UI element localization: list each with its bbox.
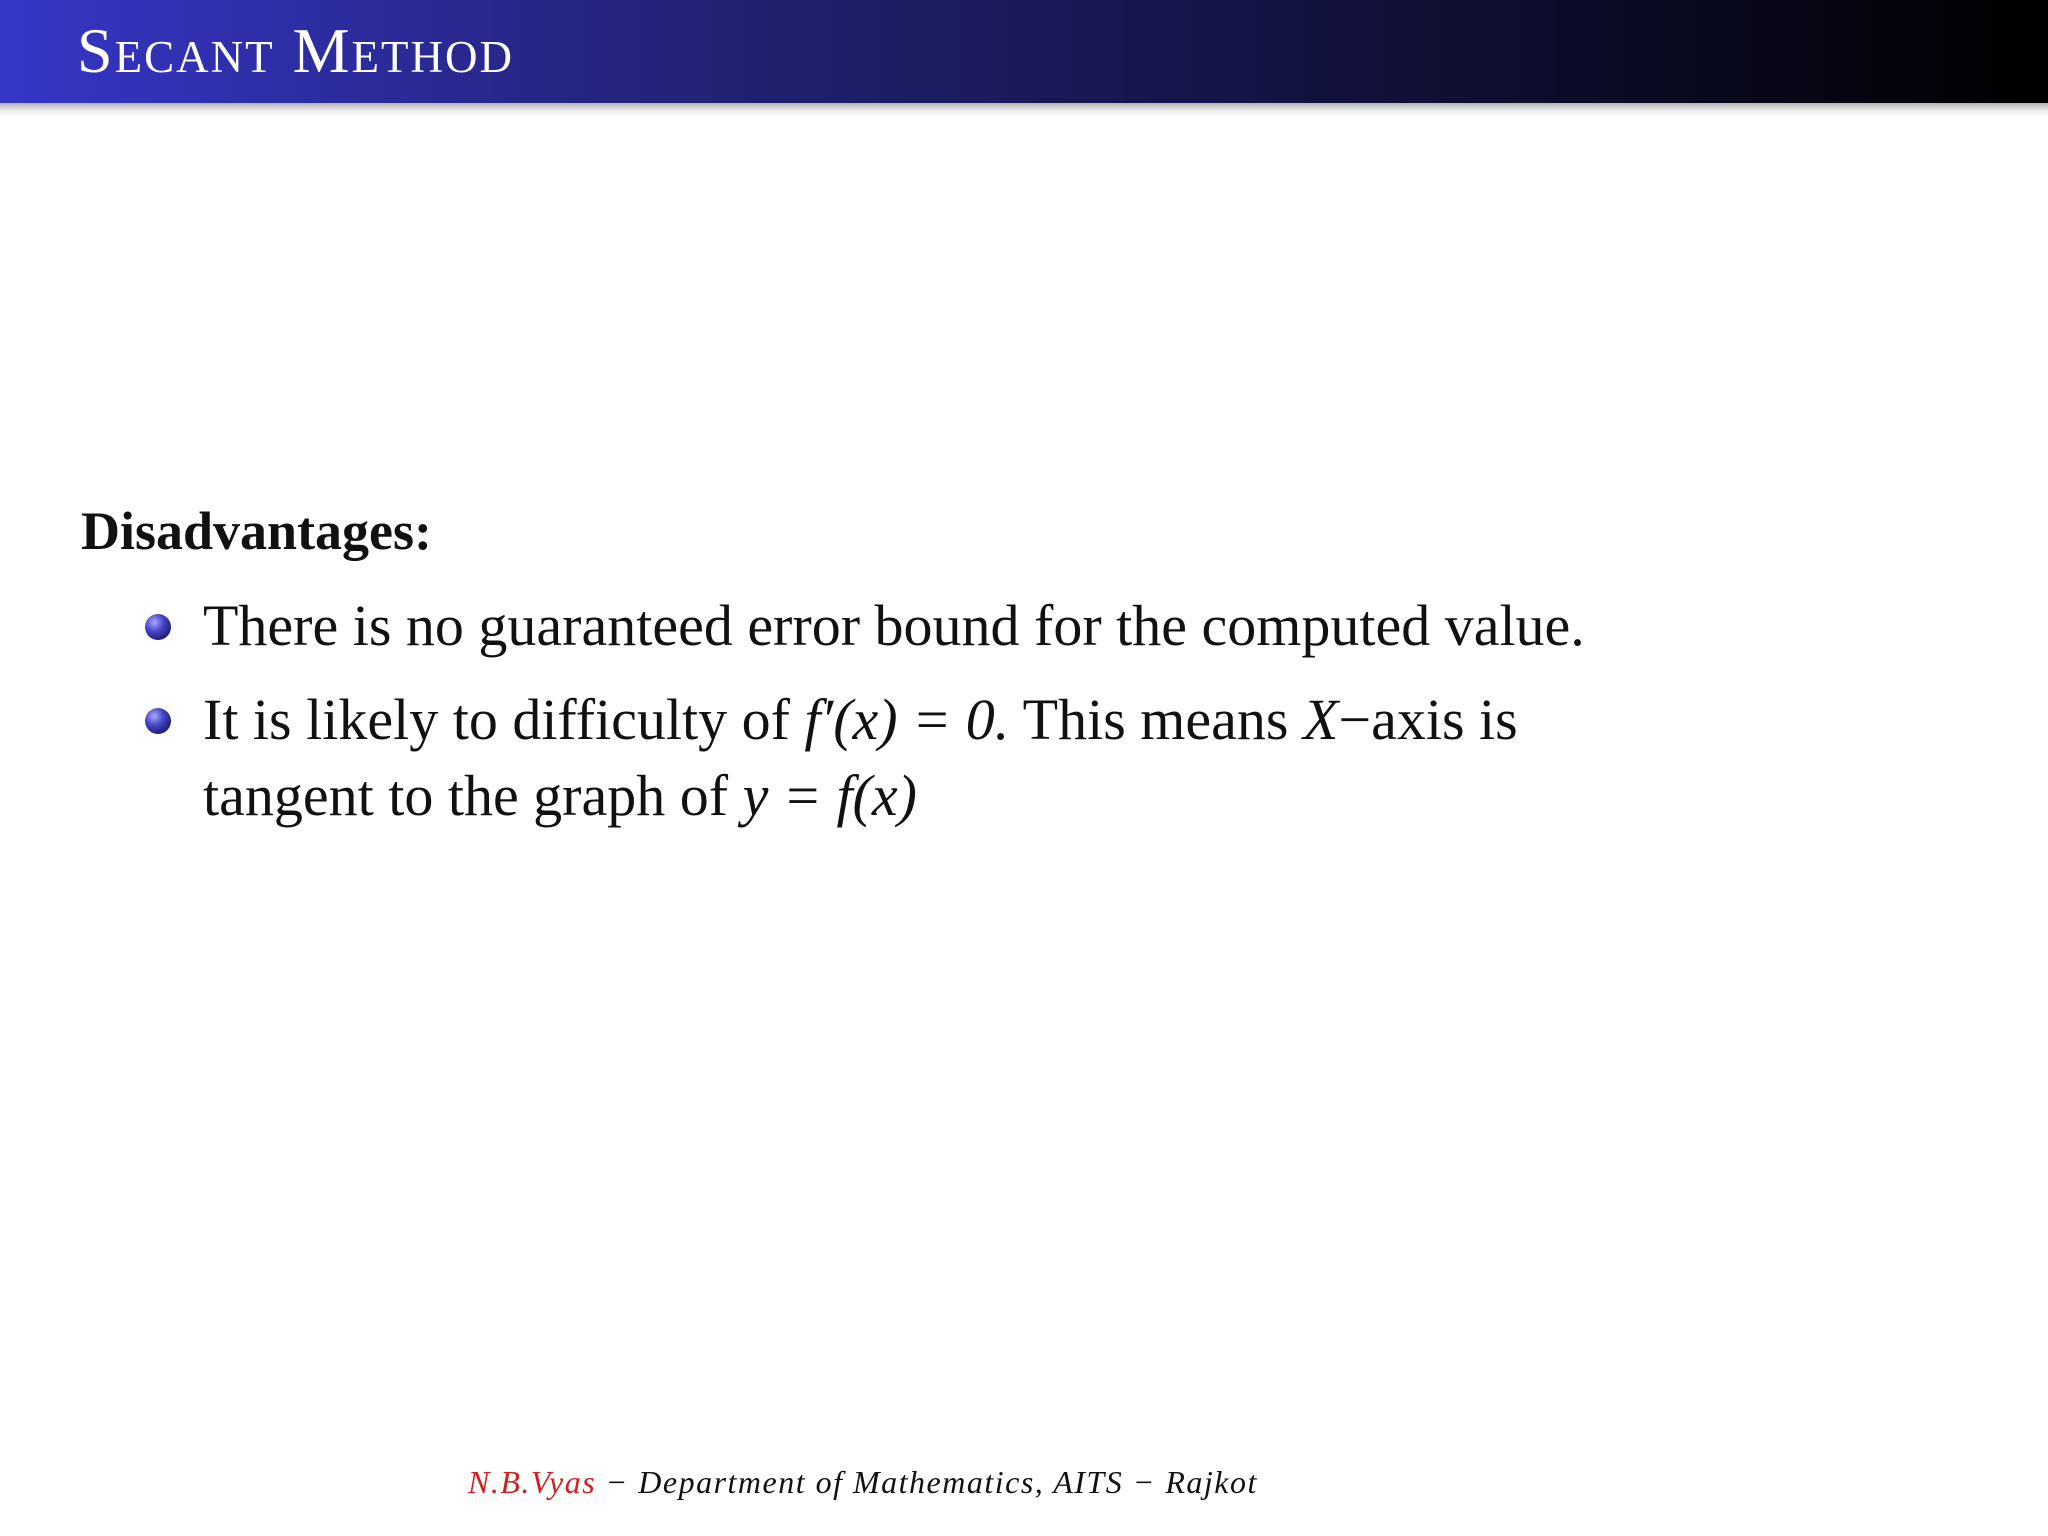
math-expression: y = f(x) [742, 763, 917, 828]
footer-line [468, 1460, 1258, 1504]
bullet-text: There is no guaranteed error bound for the computed value. [203, 593, 1585, 658]
footer-affiliation: − Department of Mathematics, AITS − Rajkot [596, 1464, 1258, 1500]
title-bar [0, 0, 2048, 103]
bullet-text-line-2 [203, 757, 917, 835]
title-bar-shadow [0, 103, 2048, 117]
bullet-text-segment: This means [1009, 687, 1303, 752]
bullet-text-segment: tangent to the graph of [203, 763, 743, 828]
math-variable: X [1302, 687, 1339, 752]
footer-author: N.B.Vyas [468, 1464, 597, 1500]
bullet-text-line-1 [203, 681, 1518, 759]
sphere-bullet-icon [145, 708, 171, 734]
sphere-bullet-icon [145, 614, 171, 640]
bullet-text-segment: −axis is [1338, 687, 1518, 752]
bullet-text-segment: It is likely to difficulty of [203, 687, 805, 752]
slide-title: Secant Method [77, 15, 514, 86]
math-expression: f′(x) = 0. [804, 687, 1010, 752]
section-heading: Disadvantages: [81, 501, 433, 561]
